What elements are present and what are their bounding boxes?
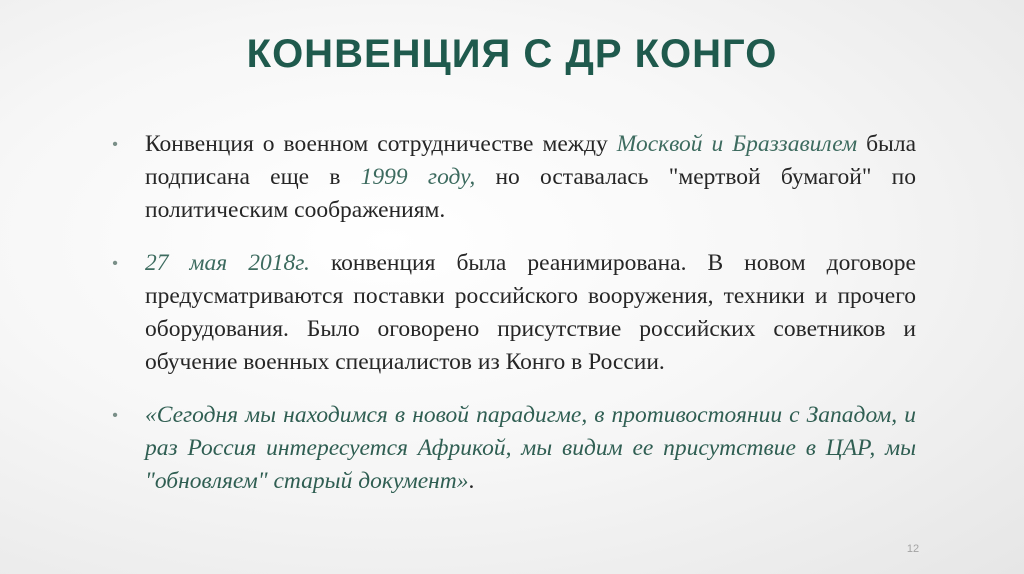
bullet-list xyxy=(105,128,916,518)
bullet-text: была подписана еще в xyxy=(145,131,916,190)
highlight-text: 27 мая 2018г. xyxy=(145,250,310,276)
bullet-item-2 xyxy=(105,247,916,379)
bullet-icon: • xyxy=(112,407,118,424)
highlight-text: 1999 году, xyxy=(360,164,476,190)
bullet-icon: • xyxy=(112,136,118,153)
bullet-text: . xyxy=(468,468,475,494)
page-number: 12 xyxy=(906,543,920,555)
bullet-text: но оставалась "мертвой бумагой" по политическим соображениям. xyxy=(145,164,917,223)
slide-title: КОНВЕНЦИЯ С ДР КОНГО xyxy=(246,32,778,76)
highlight-text: Москвой и Браззавилем xyxy=(616,131,858,157)
quote-text: «Сегодня мы находимся в новой парадигме, в противостоянии с Западом, и раз Россия интересуется Африкой, мы видим ее присутствие в ЦАР, мы "обновляем" старый документ» xyxy=(145,402,916,494)
bullet-text: конвенция была реанимирована. В новом договоре предусматриваются поставки российского вооружения, техники и прочего оборудования. Было оговорено присутствие российских советников и обучение военных специалистов из Конго в России. xyxy=(145,250,916,375)
bullet-text: Конвенция о военном сотрудничестве между xyxy=(145,131,617,157)
bullet-item-3 xyxy=(105,399,916,498)
bullet-icon: • xyxy=(112,255,118,272)
bullet-item-1 xyxy=(105,128,916,227)
